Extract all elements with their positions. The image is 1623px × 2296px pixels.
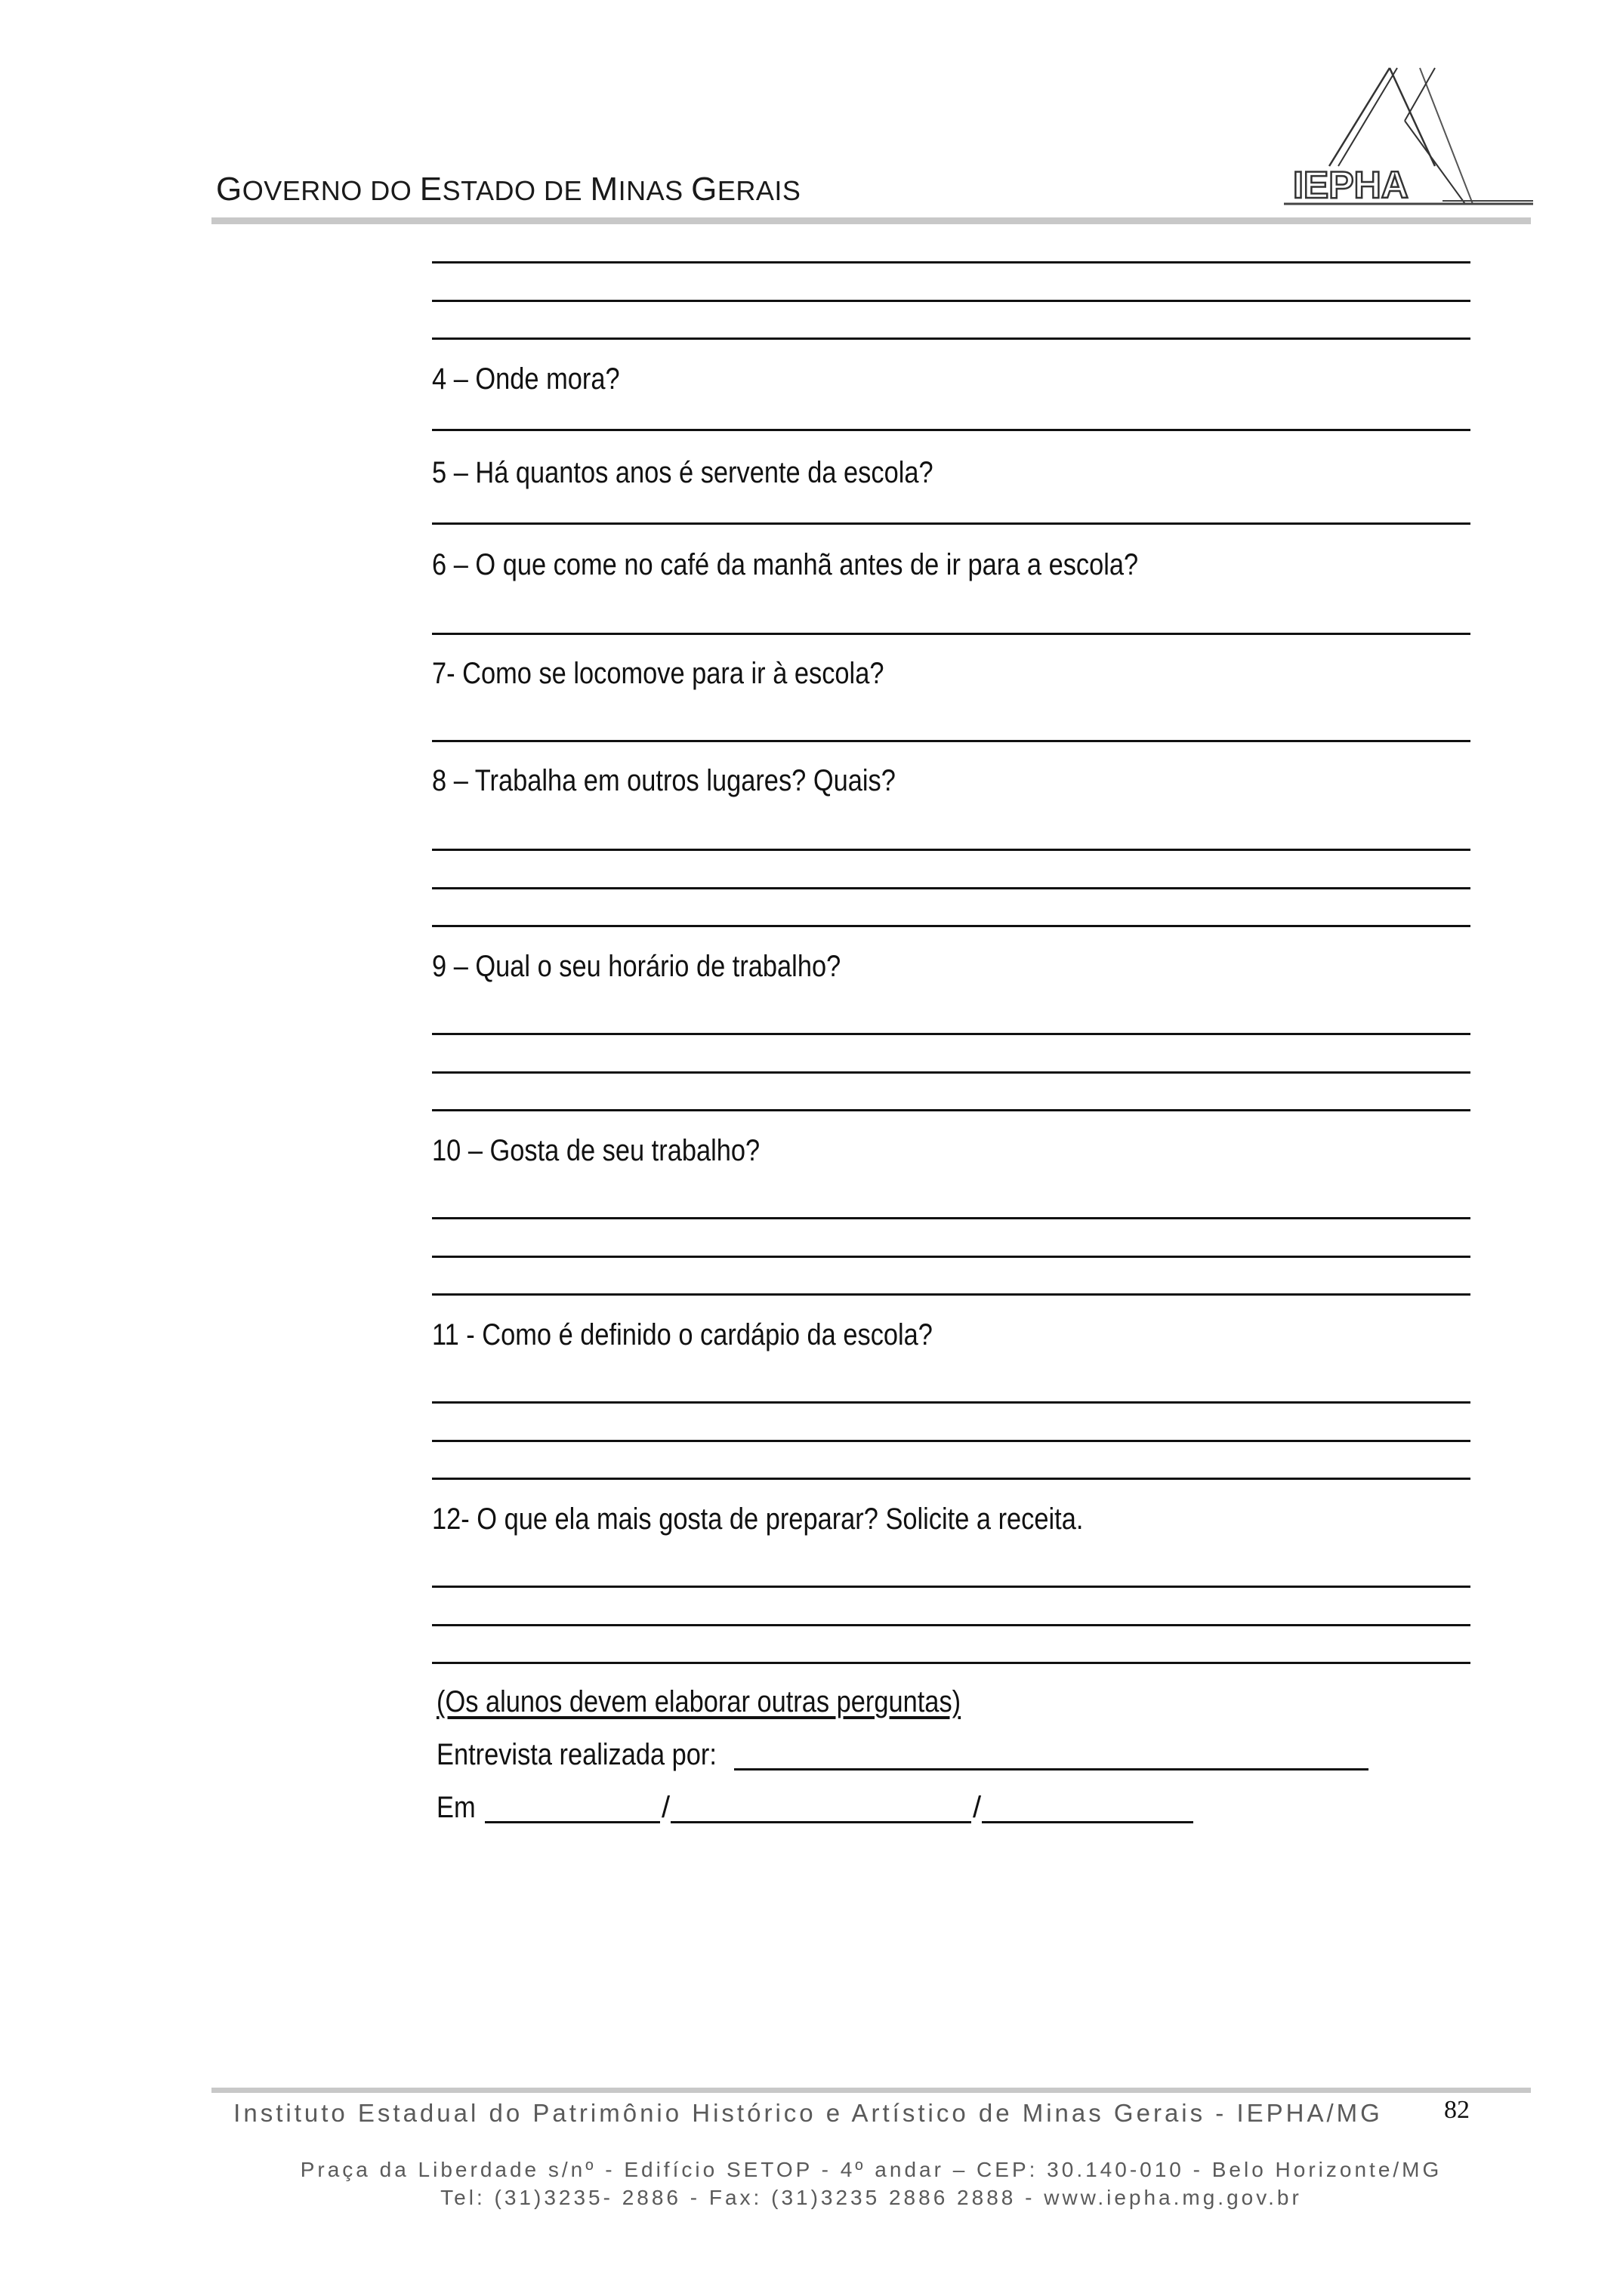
question-10: 10 – Gosta de seu trabalho? [432,1134,761,1167]
header-rest-4: ERAIS [717,175,801,206]
header-cap-3: M [590,171,619,208]
question-5: 5 – Há quantos anos é servente da escola? [432,456,933,489]
answer-line [432,1586,1470,1588]
question-11: 11 - Como é definido o cardápio da escola? [432,1318,933,1351]
header-cap-4: G [691,171,717,208]
answer-line [432,337,1470,340]
question-9: 9 – Qual o seu horário de trabalho? [432,950,841,983]
date-label: Em [437,1791,476,1824]
answer-line [432,925,1470,927]
answer-line [432,1478,1470,1480]
header-cap-2: E [419,171,443,208]
iepha-logo [1284,60,1533,211]
question-7: 7- Como se locomove para ir à escola? [432,657,884,690]
header-rest-3: INAS [618,175,692,206]
answer-line [432,300,1470,302]
answer-line [432,1033,1470,1035]
answer-line [432,1217,1470,1219]
header-rest-2: STADO DE [442,175,591,206]
answer-line [432,1293,1470,1296]
footer-institute: Instituto Estadual do Patrimônio Histórico e Artístico de Minas Gerais - IEPHA/MG [233,2099,1383,2127]
answer-line [432,1662,1470,1664]
iepha-logo-text: IEPHA [1293,164,1409,206]
question-12: 12- O que ela mais gosta de preparar? Solicite a receita. [432,1502,1084,1536]
answer-line [432,887,1470,889]
answer-line [432,429,1470,431]
header-title [216,171,801,208]
answer-line [432,522,1470,525]
date-separator-1: / [662,1791,671,1824]
answer-line [432,1071,1470,1074]
date-day-line [485,1821,660,1823]
answer-line [432,1624,1470,1626]
question-4: 4 – Onde mora? [432,362,620,396]
answer-line [432,849,1470,851]
answer-line [432,1256,1470,1258]
header-divider [211,217,1531,224]
date-month-line [671,1821,971,1823]
interviewer-line [734,1768,1368,1771]
answer-line [432,261,1470,264]
header-cap-1: G [216,171,242,208]
answer-line [432,1401,1470,1404]
date-year-line [982,1821,1193,1823]
footer-contact: Tel: (31)3235- 2886 - Fax: (31)3235 2886 2888 - www.iepha.mg.gov.br [440,2186,1302,2209]
footer-divider [211,2088,1531,2093]
date-separator-2: / [973,1791,982,1824]
question-6: 6 – O que come no café da manhã antes de ir para a escola? [432,548,1139,581]
header-rest-1: OVERNO DO [242,175,420,206]
page-number: 82 [1444,2096,1470,2124]
interviewer-label: Entrevista realizada por: [437,1738,717,1771]
question-8: 8 – Trabalha em outros lugares? Quais? [432,764,896,797]
answer-line [432,1109,1470,1111]
answer-line [432,740,1470,742]
footer-address: Praça da Liberdade s/nº - Edifício SETOP - 4º andar – CEP: 30.140-010 - Belo Horizonte/MG [300,2158,1442,2181]
answer-line [432,1440,1470,1442]
iepha-logo-graphic [1284,60,1533,211]
answer-line [432,633,1470,635]
students-note: (Os alunos devem elaborar outras perguntas) [437,1685,961,1718]
